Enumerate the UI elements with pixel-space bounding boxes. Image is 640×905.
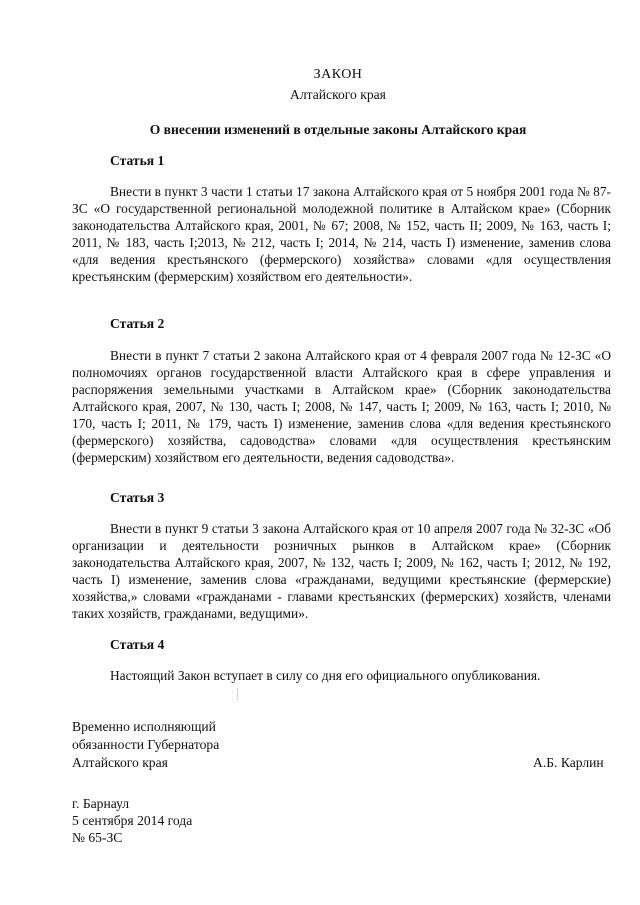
article-2-heading: Статья 2	[110, 316, 165, 331]
document-region: Алтайского края	[290, 87, 386, 102]
article-1-heading: Статья 1	[110, 153, 165, 168]
law-number: № 65-ЗС	[72, 830, 123, 845]
document-type: ЗАКОН	[313, 67, 363, 82]
signatory-name: А.Б. Карлин	[533, 755, 604, 770]
scan-mark	[237, 688, 239, 700]
document-title: О внесении изменений в отдельные законы Алтайского края	[149, 122, 527, 137]
article-3-text: Внести в пункт 9 статьи 3 закона Алтайского края от 10 апреля 2007 года № 32-ЗС «Об организации и деятельности розничных рынков в Алтайском крае» (Сборник законодательства Алтайского края, 2007, № 132, часть I; 2009, № 162, часть I; 2012, № 192, часть I) изменение, заменив слова «гражданами, ведущими крестьянские (фермерские) хозяйства,» словами «гражданами - главами крестьянских (фермерских) хозяйств, членами таких хозяйств, гражданами, ведущими».	[72, 521, 611, 621]
article-4-heading: Статья 4	[110, 637, 165, 652]
signatory-line-1: Временно исполняющий	[72, 719, 216, 734]
article-3-heading: Статья 3	[110, 490, 165, 505]
place-date: 5 сентября 2014 года	[72, 813, 193, 828]
article-1-text: Внести в пункт 3 части 1 статьи 17 закона Алтайского края от 5 ноября 2001 года № 87-ЗС «О государственной региональной молодежной политике в Алтайском крае» (Сборник законодательства Алтайского края, 2001, № 67; 2008, № 152, часть II; 2009, № 163, часть I; 2011, № 183, часть I;2013, № 212, часть I; 2014, № 214, часть I) изменение, заменив слова «для ведения крестьянского (фермерского) хозяйства» словами «для осуществления крестьянским (фермерским) хозяйством его деятельности».	[72, 184, 611, 284]
signatory-line-3: Алтайского края	[72, 755, 168, 770]
place-date-block	[72, 795, 192, 846]
signatory-line-2: обязанности Губернатора	[72, 737, 220, 752]
article-4-text: Настоящий Закон вступает в силу со дня его официального опубликования.	[110, 668, 541, 683]
article-2-text: Внести в пункт 7 статьи 2 закона Алтайского края от 4 февраля 2007 года № 12-ЗС «О полномочиях органов государственной власти Алтайского края в сфере управления и распоряжения земельными участками в Алтайском крае» (Сборник законодательства Алтайского края, 2007, № 130, часть I; 2008, № 147, часть I; 2009, № 163, часть I; 2010, № 170, часть I; 2011, № 179, часть I) изменение, заменив слова «для ведения крестьянского (фермерского) хозяйства, садоводства» словами «для осуществления крестьянским (фермерским) хозяйством его деятельности, ведения садоводства».	[72, 348, 611, 465]
place-city: г. Барнаул	[72, 796, 130, 811]
signatory-block	[72, 718, 219, 772]
